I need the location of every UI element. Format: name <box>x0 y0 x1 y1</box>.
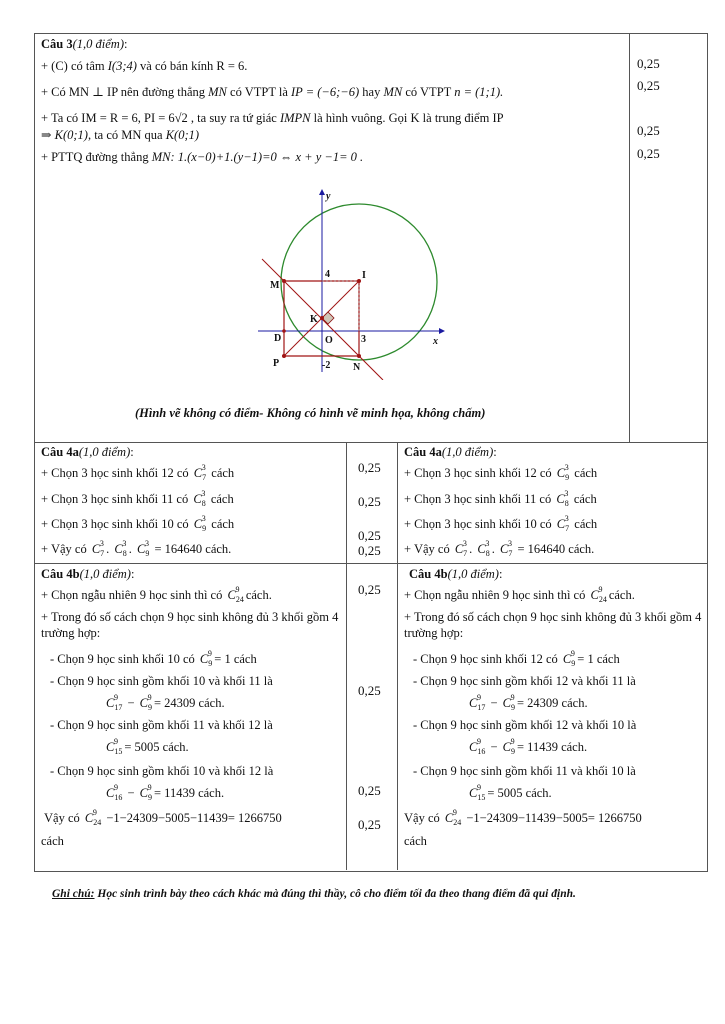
q4b-left-case-4: - Chọn 9 học sinh gồm khối 10 và khối 12 là <box>50 764 274 778</box>
q4b-left-line-1: + Chọn ngẫu nhiên 9 học sinh thì có C 9 $_{24}$ cách. <box>41 585 272 604</box>
q4a-left-row-4: + Vậy có C 3 $_7$ . C 3 $_8$ . C 3 $_9$ = 164640 cách. <box>41 539 232 558</box>
q4b-right-case-4-formula: C 9 $_{15}$ = 5005 cách. <box>469 783 552 802</box>
label-o: O <box>325 335 333 346</box>
q3-line-1: + (C) có tâm I(3;4) và có bán kính R = 6. <box>41 59 248 73</box>
q4b-heading-right: Câu 4b(1,0 điểm): <box>409 567 503 581</box>
q3-score-4: 0,25 <box>637 146 660 161</box>
point-d <box>282 329 286 333</box>
point-n <box>357 354 361 358</box>
q4b-score-4: 0,25 <box>358 817 381 832</box>
q4b-right-conclusion-end: cách <box>404 834 427 848</box>
label-i: I <box>362 270 366 281</box>
q4b-right-line-2: + Trong đó số cách chọn 9 học sinh không đủ 3 khối gồm 4 trường hợp: <box>404 610 702 640</box>
label-n: N <box>353 362 361 373</box>
label-3: 3 <box>361 334 366 345</box>
q3-line-5: + PTTQ đường thẳng MN: 1.(x−0)+1.(y−1)=0 ⇔ x + y −1= 0 . <box>41 150 364 164</box>
q3-figure-caption: (Hình vẽ không có điểm- Không có hình vẽ minh họa, không chấm) <box>135 406 486 420</box>
q4b-right-case-4: - Chọn 9 học sinh gồm khối 11 và khối 10 là <box>413 764 636 778</box>
q4-score-col-left <box>346 442 347 870</box>
q4b-left-case-1: - Chọn 9 học sinh khối 10 có C 9 $_9$ = 1 cách <box>50 649 257 668</box>
footnote-text: Học sinh trình bày theo cách khác mà đúng thì thầy, cô cho điểm tối đa theo thang điểm đã qui định. <box>97 888 576 900</box>
q4a-heading-left: Câu 4a(1,0 điểm): <box>41 445 134 459</box>
q4b-left-line-2: + Trong đó số cách chọn 9 học sinh không đủ 3 khối gồm 4 trường hợp: <box>41 610 339 640</box>
label-m: M <box>270 280 280 291</box>
q4a-score-1: 0,25 <box>358 460 381 475</box>
q3-score-divider <box>629 33 630 442</box>
q4b-score-2: 0,25 <box>358 683 381 698</box>
q4b-left-case-2: - Chọn 9 học sinh gồm khối 10 và khối 11 là <box>50 674 273 688</box>
q4b-right-case-2-formula: C 9 $_{17}$ − C 9 $_9$ = 24309 cách. <box>469 693 588 712</box>
q3-line-4: ⇒ K(0;1), ta có MN qua K(0;1) <box>41 128 200 142</box>
q4b-left-case-3-formula: C 9 $_{15}$ = 5005 cách. <box>106 737 189 756</box>
q4b-heading-left: Câu 4b(1,0 điểm): <box>41 567 135 581</box>
footnote <box>52 888 576 900</box>
label-y: y <box>326 191 331 202</box>
q4b-right-case-3: - Chọn 9 học sinh gồm khối 12 và khối 10 là <box>413 718 637 732</box>
q4b-right-line-1: + Chọn ngẫu nhiên 9 học sinh thì có C 9 $_{24}$ cách. <box>404 585 635 604</box>
q4a-score-4: 0,25 <box>358 543 381 558</box>
row-divider-2 <box>34 563 707 564</box>
q4a-left-row-1: + Chọn 3 học sinh khối 12 có C 3 $_7$ cách <box>41 463 235 482</box>
q4a-right-row-2: + Chọn 3 học sinh khối 11 có C 3 $_8$ cách <box>404 489 597 508</box>
q4b-right-case-3-formula: C 9 $_{16}$ − C 9 $_9$ = 11439 cách. <box>469 737 588 756</box>
q4a-score-3: 0,25 <box>358 528 381 543</box>
label-d: D <box>274 333 282 344</box>
label-x: x <box>433 336 438 347</box>
q4b-right-conclusion: Vậy có C 9 $_{24}$ −1−24309−11439−5005= 1266750 <box>404 808 642 827</box>
q3-score-2: 0,25 <box>637 78 660 93</box>
q4a-score-2: 0,25 <box>358 494 381 509</box>
q4a-heading-right: Câu 4a(1,0 điểm): <box>404 445 497 459</box>
row-divider-1 <box>34 442 707 443</box>
q4-score-col-right <box>397 442 398 870</box>
q4b-score-1: 0,25 <box>358 582 381 597</box>
q4b-left-conclusion: Vậy có C 9 $_{24}$ −1−24309−5005−11439= 1266750 <box>44 808 282 827</box>
label-minus-2: -2 <box>322 360 331 371</box>
q4b-left-conclusion-end: cách <box>41 834 64 848</box>
q4b-right-case-2: - Chọn 9 học sinh gồm khối 12 và khối 11 là <box>413 674 636 688</box>
q4b-left-case-3: - Chọn 9 học sinh gồm khối 11 và khối 12 là <box>50 718 273 732</box>
q3-heading: Câu 3(1,0 điểm): <box>41 37 128 51</box>
q3-line-2: + Có MN ⊥ IP nên đường thẳng MN có VTPT là IP = (−6;−6) hay MN có VTPT n = (1;1). <box>41 85 504 99</box>
q3-geometry-figure <box>250 185 450 380</box>
q4b-right-case-1: - Chọn 9 học sinh khối 12 có C 9 $_9$ = 1 cách <box>413 649 620 668</box>
point-k <box>320 316 324 320</box>
q4a-right-row-1: + Chọn 3 học sinh khối 12 có C 3 $_9$ cách <box>404 463 598 482</box>
point-p <box>282 354 286 358</box>
footnote-label: Ghi chú: <box>52 888 95 900</box>
q4b-left-case-4-formula: C 9 $_{16}$ − C 9 $_9$ = 11439 cách. <box>106 783 225 802</box>
q3-score-1: 0,25 <box>637 56 660 71</box>
label-p: P <box>273 358 280 369</box>
point-i <box>357 279 361 283</box>
label-4: 4 <box>325 269 330 280</box>
point-m <box>282 279 286 283</box>
q4b-left-case-2-formula: C 9 $_{17}$ − C 9 $_9$ = 24309 cách. <box>106 693 225 712</box>
label-k: K <box>310 314 318 325</box>
q3-score-3: 0,25 <box>637 123 660 138</box>
q4a-left-row-3: + Chọn 3 học sinh khối 10 có C 3 $_9$ cách <box>41 514 235 533</box>
q4a-right-row-3: + Chọn 3 học sinh khối 10 có C 3 $_7$ cách <box>404 514 598 533</box>
q4a-right-row-4: + Vậy có C 3 $_7$ . C 3 $_8$ . C 3 $_7$ = 164640 cách. <box>404 539 595 558</box>
q4a-left-row-2: + Chọn 3 học sinh khối 11 có C 3 $_8$ cách <box>41 489 234 508</box>
q4b-score-3: 0,25 <box>358 783 381 798</box>
q3-line-3: + Ta có IM = R = 6, PI = 6√2 , ta suy ra tứ giác IMPN là hình vuông. Gọi K là trung điểm IP <box>41 111 504 125</box>
